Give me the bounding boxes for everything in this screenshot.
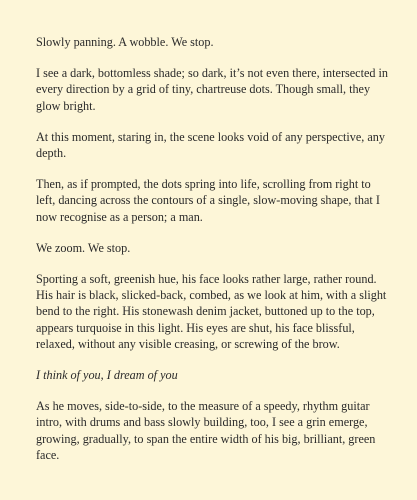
paragraph-4: Then, as if prompted, the dots spring into life, scrolling from right to left, dancing across the contours of a single, slow-moving shape, that I now recognise as a person; a man. [36, 177, 380, 224]
paragraph-1: Slowly panning. A wobble. We stop. [36, 35, 214, 49]
paragraph-8: As he moves, side-to-side, to the measure of a speedy, rhythm guitar intro, with drums and bass slowly building, too, I see a grin emerge, growing, gradually, to span the entire width of his big, brilliant, green face. [36, 399, 376, 462]
paragraph-2: I see a dark, bottomless shade; so dark, it’s not even there, intersected in every direction by a grid of tiny, chartreuse dots. Though small, they glow bright. [36, 66, 388, 113]
lyric-line: I think of you, I dream of you [36, 368, 178, 383]
paragraph-5: We zoom. We stop. [36, 240, 131, 255]
paragraph-3: At this moment, staring in, the scene looks void of any perspective, any depth. [36, 129, 385, 161]
paragraph-6: Sporting a soft, greenish hue, his face looks rather large, rather round. His hair is black, slicked-back, combed, as we look at him, with a slight bend to the right. His stonewash denim jacket, buttoned up to the top, appears turquoise in this light. His eyes are shut, his face blissful, relaxed, without any visible creasing, or screwing of the brow. [36, 272, 387, 351]
